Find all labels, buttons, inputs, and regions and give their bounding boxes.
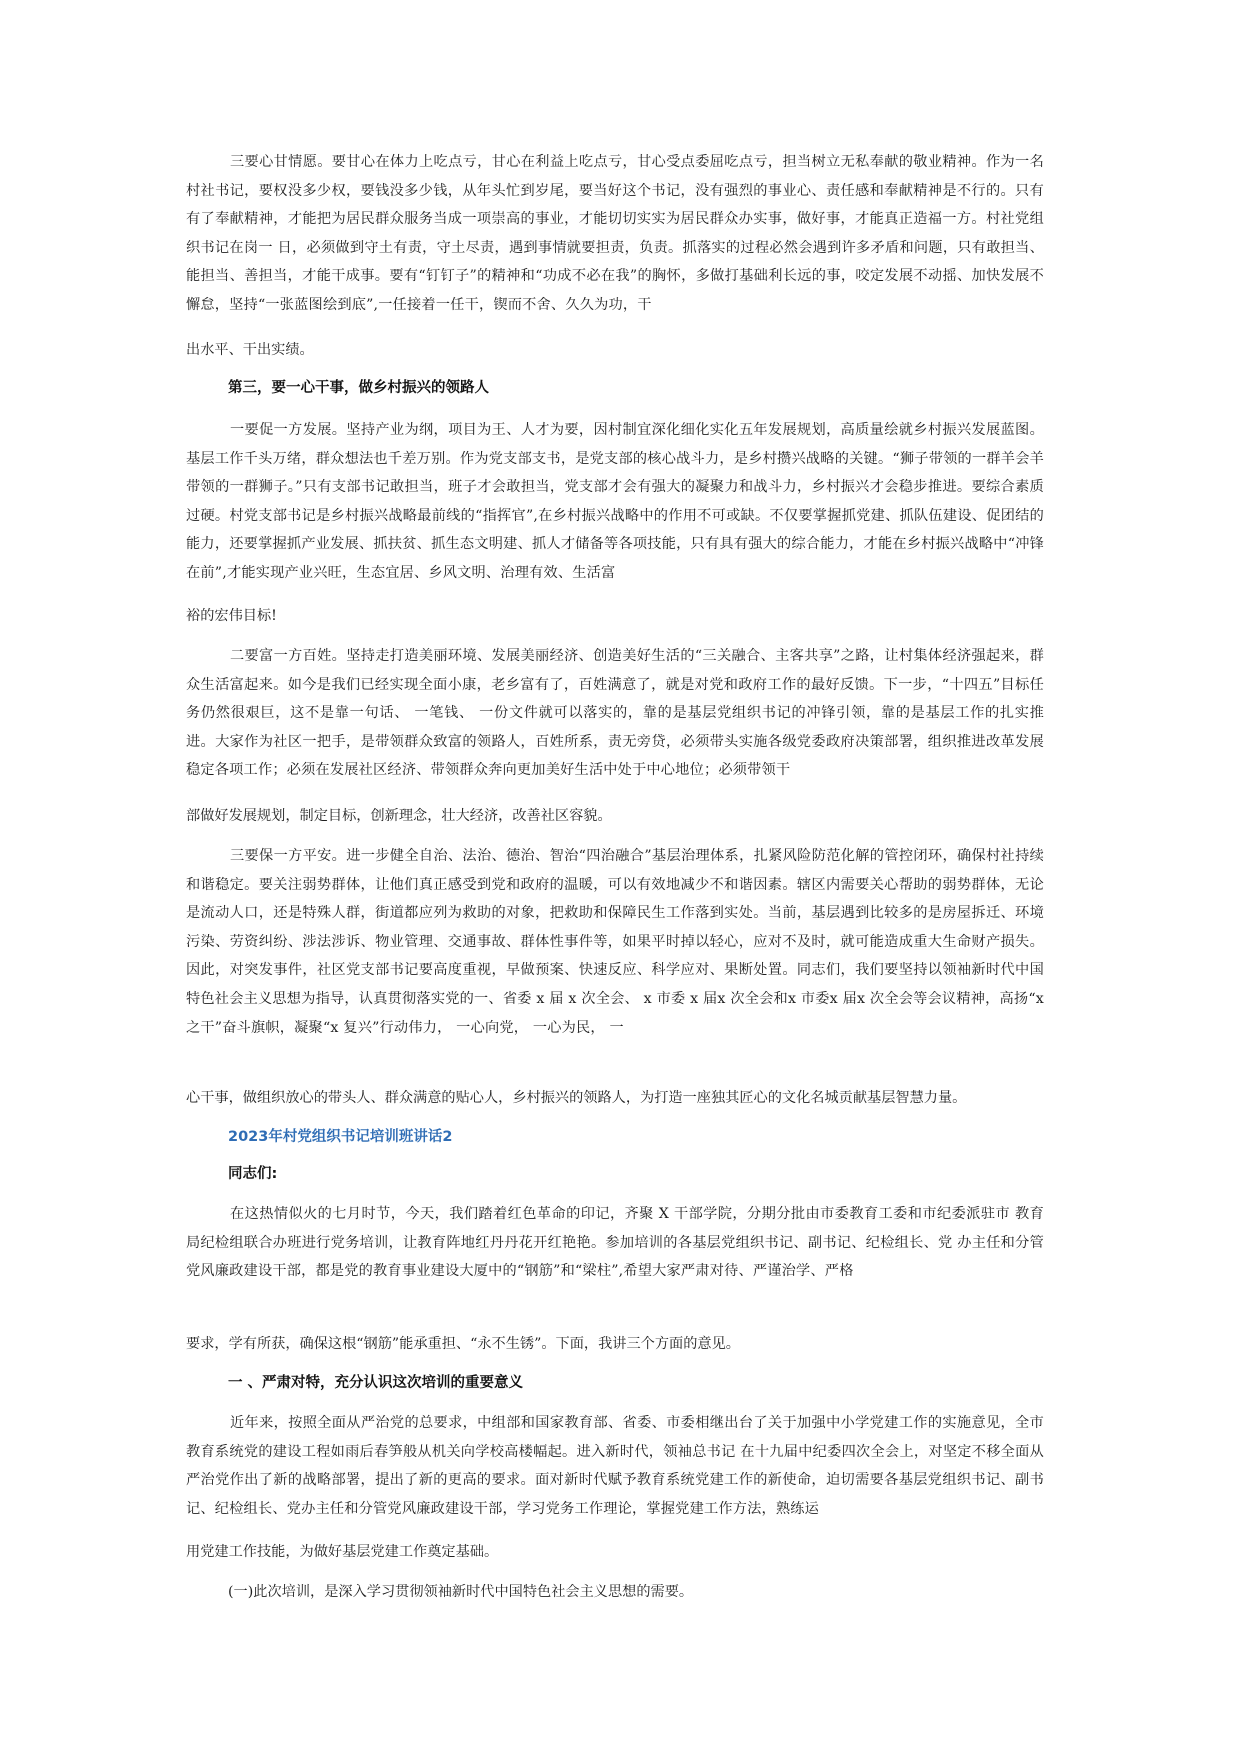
paragraph-recent-years-tail: 用党建工作技能，为做好基层党建工作奠定基础。 [186,1544,499,1560]
paragraph-ensure-safety: 三要保一方平安。进一步健全自治、法治、德治、智治“四治融合”基层治理体系，扎紧风险防范化解的管控闭环，确保村社持续和谐稳定。要关注弱势群体，让他们真正感受到党和政府的温暖，可以有效地减少不和谐因素。辖区内需要关心帮助的弱势群体，无论是流动人口，还是特殊人群，街道都应列为救助的对象，把救助和保障民生工作落到实处。当前，基层遇到比较多的是房屋拆迁、环境污染、劳资纠纷、涉法涉诉、物业管理、交通事故、群体性事件等，如果平时掉以轻心，应对不及时，就可能造成重大生命财产损失。因此，对突发事件，社区党支部书记要高度重视，早做预案、快速反应、科学应对、果断处置。同志们，我们要坚持以领袖新时代中国特色社会主义思想为指导，认真贯彻落实党的一、省委 x 届 x 次全会、 x 市委 x 届x 次全会和x 市委x 届x 次全会等会议精神，高扬“x 之干”奋斗旗帜，凝聚“x 复兴”行动伟力， 一心向党， 一心为民， 一 [186,848,1044,1036]
paragraph-promote-development: 一要促一方发展。坚持产业为纲，项目为王、人才为要，因村制宜深化细化实化五年发展规划，高质量绘就乡村振兴发展蓝图。基层工作千头万绪，群众想法也千差万别。作为党支部支书，是党支部的核心战斗力，是乡村攒兴战略的关键。“狮子带领的一群羊会羊带领的一群狮子。”只有支部书记敢担当，班子才会敢担当，党支部才会有强大的凝聚力和战斗力，乡村振兴才会稳步推进。要综合素质过硬。村党支部书记是乡村振兴战略最前线的“指挥官”,在乡村振兴战略中的作用不可或缺。不仅要掌握抓党建、抓队伍建设、促团结的能力，还要掌握抓产业发展、抓扶贫、抓生态文明建、抓人才储备等各项技能，只有具有强大的综合能力，才能在乡村振兴战略中“冲锋在前”,才能实现产业兴旺，生态宜居、乡风文明、治理有效、生活富 [186,422,1044,581]
paragraph-intro-tail: 要求，学有所获，确保这根“钢筋”能承重担、“永不生锈”。下面，我讲三个方面的意见。 [186,1336,740,1352]
greeting: 同志们: [228,1166,278,1182]
section-heading-one: 一 、严肃对特，充分认识这次培训的重要意义 [228,1375,524,1391]
paragraph-enrich-people: 二要富一方百姓。坚持走打造美丽环境、发展美丽经济、创造美好生活的“三关融合、主客共享”之路，让村集体经济强起来，群众生活富起来。如今是我们已经实现全面小康，老乡富有了，百姓满意了，就是对党和政府工作的最好反馈。下一步，“十四五”目标任务仍然很艰巨，这不是靠一句话、 一笔钱、 一份文件就可以落实的，靠的是基层党组织书记的冲锋引领，靠的是基层工作的扎实推进。大家作为社区一把手，是带领群众致富的领路人，百姓所系，责无旁贷，必须带头实施各级党委政府决策部署，组织推进改革发展稳定各项工作；必须在发展社区经济、带领群众奔向更加美好生活中处于中心地位；必须带领干 [186,648,1044,779]
paragraph-three-willing: 三要心甘情愿。要甘心在体力上吃点亏，甘心在利益上吃点亏，甘心受点委屈吃点亏，担当树立无私奉献的敬业精神。作为一名村社书记，要权没多少权，要钱没多少钱，从年头忙到岁尾，要当好这个书记，没有强烈的事业心、责任感和奉献精神是不行的。只有有了奉献精神，才能把为居民群众服务当成一项崇高的事业，才能切切实实为居民群众办实事，做好事，才能真正造福一方。村社党组织书记在岗一 日，必须做到守土有责，守土尽责，遇到事情就要担责，负责。抓落实的过程必然会遇到许多矛盾和问题，只有敢担当、能担当、善担当，才能干成事。要有“钉钉子”的精神和“功成不必在我”的胸怀，多做打基础利长远的事，咬定发展不动摇、加快发展不懈怠，坚持“一张蓝图绘到底”,一任接着一任干，锲而不舍、久久为功，干 [186,154,1044,313]
section-heading-third: 第三，要一心干事，做乡村振兴的领路人 [228,380,489,396]
paragraph-intro: 在这热情似火的七月时节，今天，我们踏着红色革命的印记，齐聚 X 干部学院，分期分批由市委教育工委和市纪委派驻市 教育局纪检组联合办班进行党务培训，让教育阵地红丹丹花开红艳艳。参加培训的各基层党组织书记、副书记、纪检组长、党 办主任和分管党风廉政建设干部，都是党的教育事业建设大厦中的“钢筋”和“梁柱”,希望大家严肃对待、严谨治学、严格 [186,1206,1044,1280]
paragraph-promote-development-tail: 裕的宏伟目标! [186,608,277,624]
document-title-2: 2023年村党组织书记培训班讲话2 [228,1129,453,1145]
paragraph-point-one: (一)此次培训，是深入学习贯彻领袖新时代中国特色社会主义思想的需要。 [228,1584,694,1600]
paragraph-ensure-safety-tail: 心干事，做组织放心的带头人、群众满意的贴心人，乡村振兴的领路人，为打造一座独其匠心的文化名城贡献基层智慧力量。 [186,1090,967,1106]
paragraph-three-willing-tail: 出水平、干出实绩。 [186,342,314,358]
paragraph-enrich-people-tail: 部做好发展规划，制定目标，创新理念，壮大经济，改善社区容貌。 [186,808,612,824]
paragraph-recent-years: 近年来，按照全面从严治党的总要求，中组部和国家教育部、省委、市委相继出台了关于加强中小学党建工作的实施意见，全市教育系统党的建设工程如雨后春笋般从机关向学校高楼幅起。进入新时代，领袖总书记 在十九届中纪委四次全会上，对坚定不移全面从严治党作出了新的战略部署，提出了新的更高的要求。面对新时代赋予教育系统党建工作的新使命，迫切需要各基层党组织书记、副书记、纪检组长、党办主任和分管党风廉政建设干部，学习党务工作理论，掌握党建工作方法，熟练运 [186,1415,1044,1517]
